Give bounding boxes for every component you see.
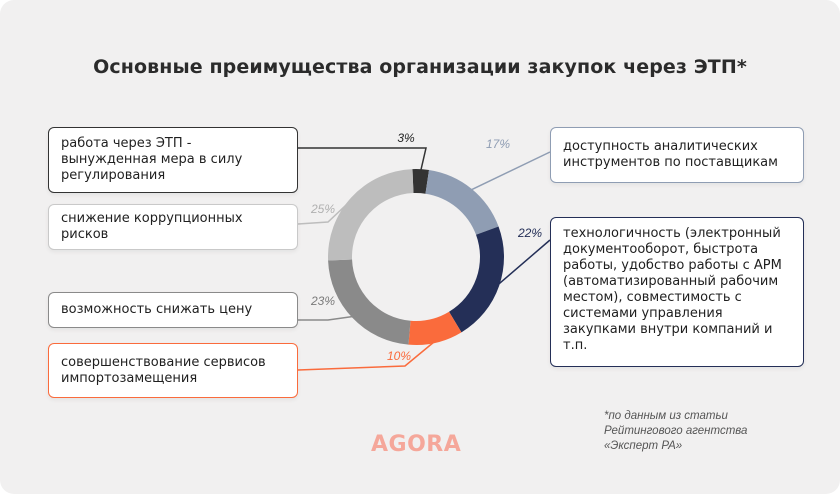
donut-slice-technology [449, 226, 504, 332]
data-label-regulation: 3% [397, 131, 415, 145]
donut-slice-price [328, 260, 410, 345]
category-label-text: снижение коррупционных рисков [61, 211, 243, 242]
category-label-text: совершенствование сервисов импортозамещения [61, 354, 266, 386]
category-label-text: технологичность (электронный документооборот, быстрота работы, удобство работы с АРМ (автоматизированный рабочим местом), совместимость с системами управления закупками внутри компаний и т.п. [563, 226, 782, 353]
category-label-text: доступность аналитических инструментов по поставщикам [563, 139, 778, 170]
leader-line-price [298, 316, 354, 320]
data-label-import-substitution: 10% [386, 349, 412, 363]
category-label-import-substitution [48, 343, 298, 398]
leader-line-technology [497, 240, 550, 285]
data-label-analytics: 17% [485, 137, 511, 151]
category-label-regulation [48, 127, 298, 193]
leader-line-analytics [470, 152, 550, 190]
data-label-corruption: 25% [310, 202, 336, 216]
category-label-text: работа через ЭТП - вынужденная мера в силу регулирования [61, 136, 243, 183]
data-label-price: 23% [310, 294, 336, 308]
leader-line-regulation [298, 148, 426, 171]
donut-slice-analytics [425, 170, 498, 235]
category-label-price [48, 292, 298, 328]
category-label-analytics [550, 127, 804, 183]
chart-title: Основные преимущества организации закупок через ЭТП* [93, 56, 747, 78]
category-label-text: возможность снижать цену [61, 302, 253, 317]
agora-logo: AGORA [371, 432, 462, 457]
data-label-technology: 22% [517, 226, 543, 240]
category-label-technology [550, 217, 804, 367]
leader-line-import-substitution [298, 341, 435, 370]
category-label-corruption [48, 204, 298, 250]
donut-slice-corruption [328, 169, 413, 260]
source-footnote: *по данным из статьи Рейтингового агентства «Эксперт РА» [604, 410, 748, 452]
